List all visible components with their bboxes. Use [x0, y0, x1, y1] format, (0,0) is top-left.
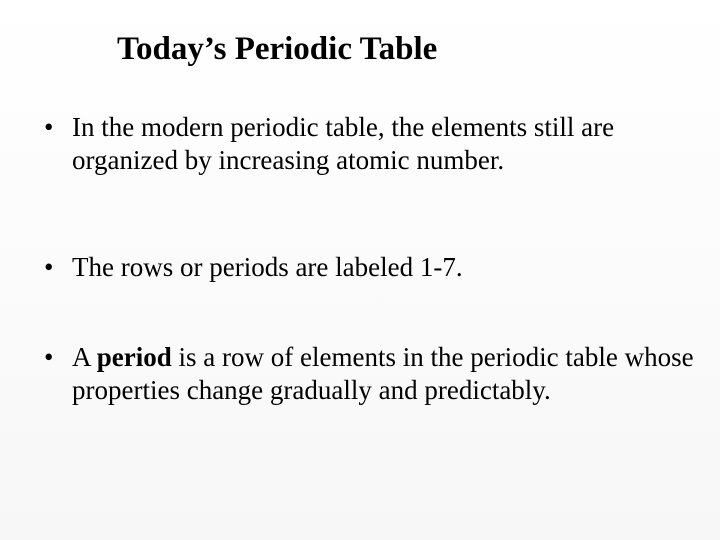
period-term: period [96, 342, 172, 372]
bullet-text-prefix: A [72, 342, 97, 372]
bullet-item [44, 111, 694, 177]
slide-title: Today’s Periodic Table [117, 31, 438, 67]
bullet-text: In the modern periodic table, the elements still are organized by increasing atomic number. [72, 112, 615, 175]
bullet-marker: • [44, 342, 54, 372]
bullet-text: The rows or periods are labeled 1-7. [72, 252, 463, 282]
bullet-text-suffix: is a row of elements in the periodic table whose properties change gradually and predictably. [72, 342, 694, 405]
bullet-marker: • [44, 252, 54, 282]
bullet-item [44, 341, 694, 407]
bullet-item [44, 251, 694, 284]
bullet-text [72, 341, 694, 407]
bullet-marker: • [44, 112, 54, 142]
